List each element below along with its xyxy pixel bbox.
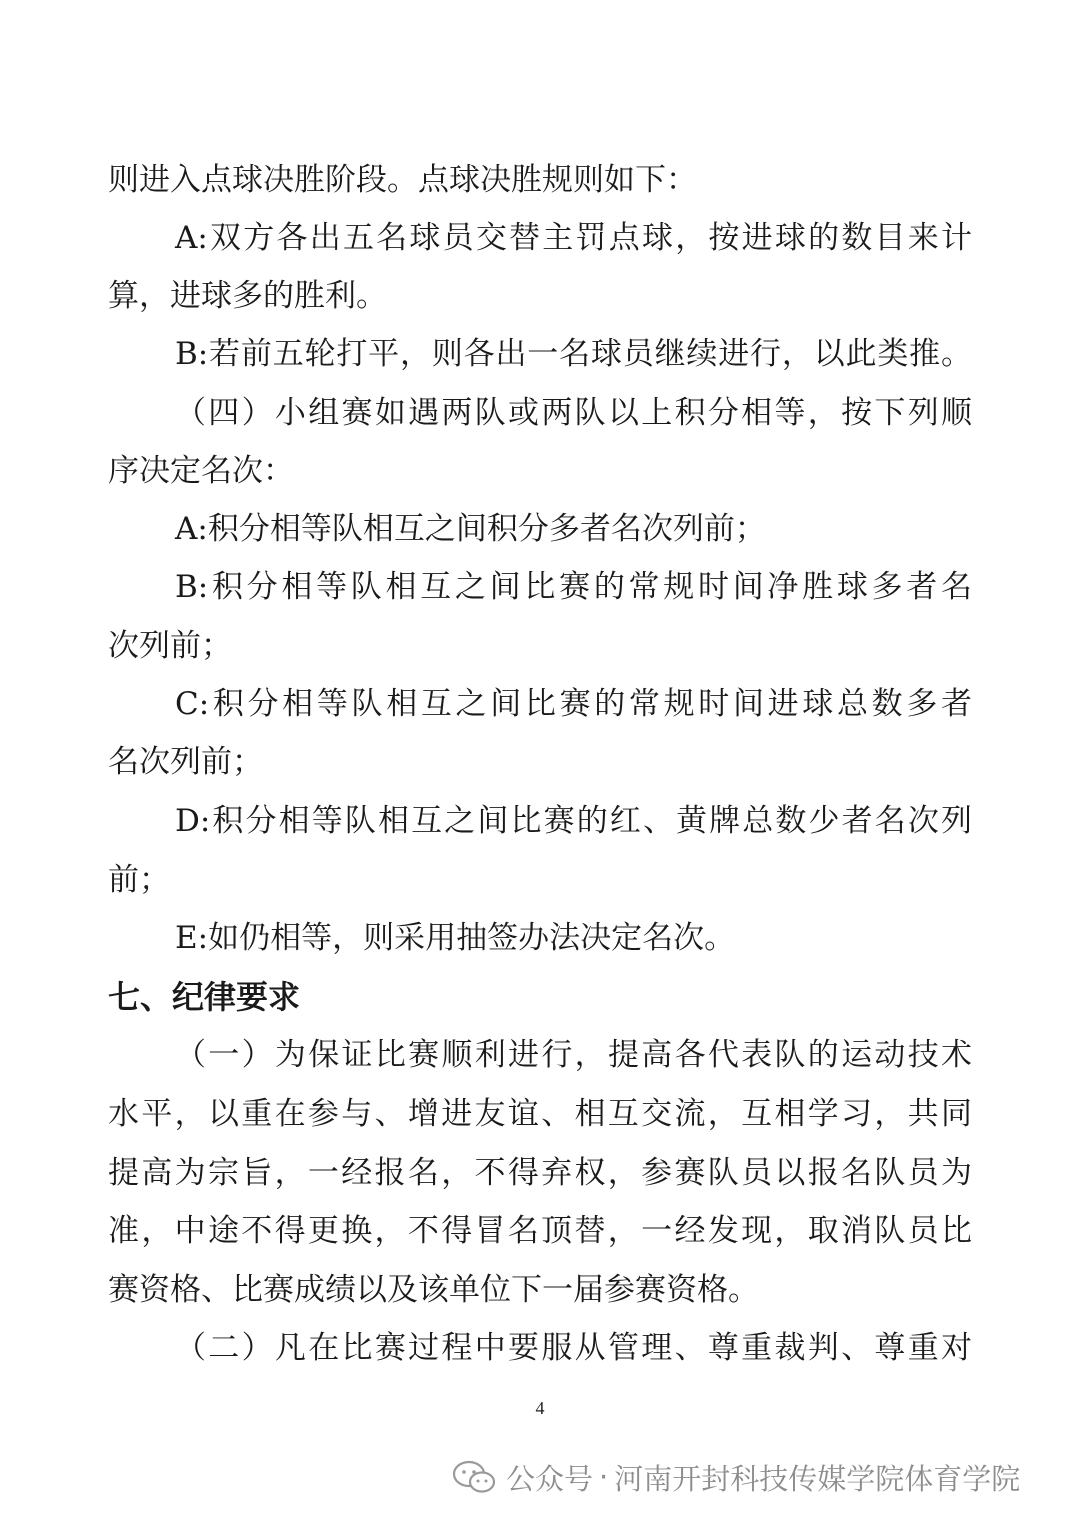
text-line-20: 赛资格、比赛成绩以及该单位下一届参赛资格。 (108, 1272, 759, 1308)
wechat-icon (452, 1459, 496, 1495)
watermark-account-name: 河南开封科技传媒学院体育学院 (614, 1461, 1021, 1496)
text-line-18: 提高为宗旨，一经报名，不得弃权，参赛队员以报名队员为 (108, 1155, 972, 1191)
text-line-5: （四）小组赛如遇两队或两队以上积分相等，按下列顺 (175, 395, 972, 431)
text-line-1: 则进入点球决胜阶段。点球决胜规则如下： (108, 162, 697, 198)
text-line-9: 次列前； (108, 628, 232, 664)
watermark-label: 公众号 (506, 1461, 594, 1496)
text-line-16: （一）为保证比赛顺利进行，提高各代表队的运动技术 (175, 1037, 972, 1073)
text-line-19: 准，中途不得更换，不得冒名顶替，一经发现，取消队员比 (108, 1213, 972, 1249)
text-line-6: 序决定名次： (108, 453, 294, 489)
text-line-7: A:积分相等队相互之间积分多者名次列前； (175, 511, 766, 547)
text-line-3: 算，进球多的胜利。 (108, 278, 387, 314)
text-line-14: E:如仍相等，则采用抽签办法决定名次。 (175, 920, 736, 956)
text-line-4: B:若前五轮打平，则各出一名球员继续进行，以此类推。 (175, 336, 972, 372)
text-line-8: B:积分相等队相互之间比赛的常规时间净胜球多者名 (175, 569, 972, 605)
text-line-21: （二）凡在比赛过程中要服从管理、尊重裁判、尊重对 (175, 1330, 972, 1366)
text-line-11: 名次列前； (108, 744, 263, 780)
account-watermark (452, 1455, 1020, 1499)
text-line-12: D:积分相等队相互之间比赛的红、黄牌总数少者名次列 (175, 803, 972, 839)
watermark-separator: · (599, 1460, 609, 1494)
text-line-13: 前； (108, 862, 170, 898)
text-line-17: 水平，以重在参与、增进友谊、相互交流，互相学习，共同 (108, 1096, 972, 1132)
text-line-10: C:积分相等队相互之间比赛的常规时间进球总数多者 (175, 686, 972, 722)
text-line-2: A:双方各出五名球员交替主罚点球，按进球的数目来计 (175, 220, 972, 256)
section-heading: 七、纪律要求 (108, 978, 301, 1016)
page-number: 4 (535, 1398, 545, 1418)
